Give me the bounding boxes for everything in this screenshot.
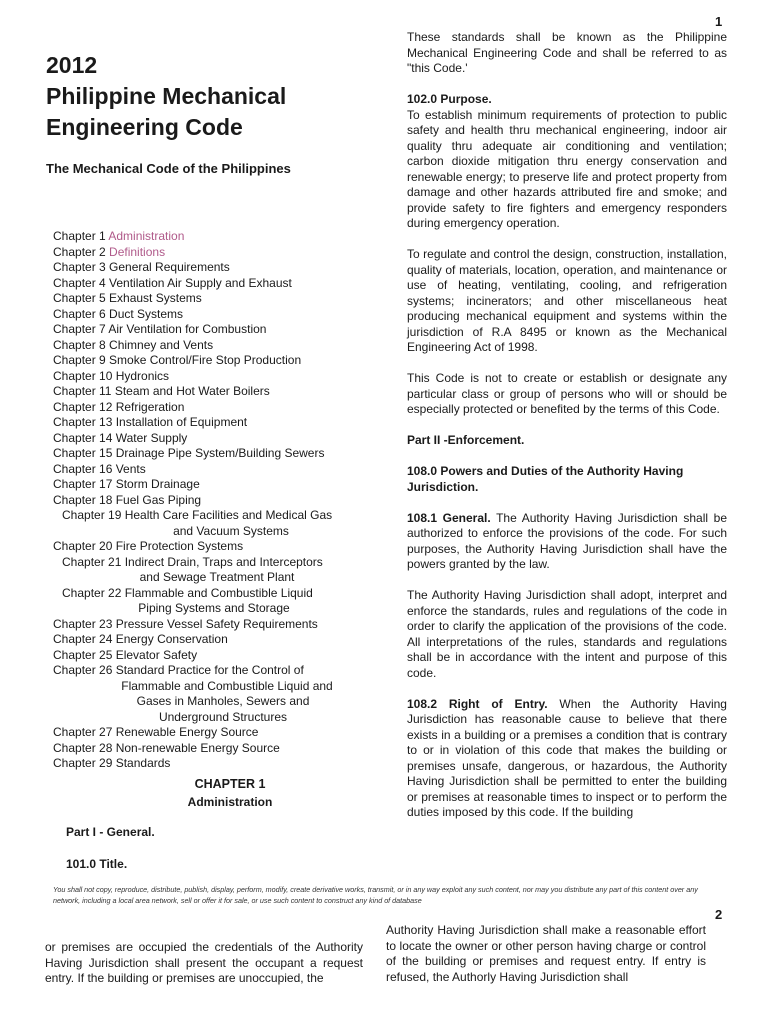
toc-item-continuation: and Vacuum Systems <box>173 523 289 538</box>
paragraph-purpose: To establish minimum requirements of protection to public safety and health thru mechanical engineering, indoor air quality thru adequate air conditioning and ventilation; carbon dioxide mitigation thru energy conservation and renewable energy; to preserve life and protect property from damage and other hazards attributed fire and smoke; and provide safety to fire fighters and emergency responders during emergency operation. <box>407 107 727 230</box>
page-number: 1 <box>715 14 723 29</box>
paragraph-not-create: This Code is not to create or establish or designate any particular class or group of persons who will or should be especially protected or benefited by the terms of this Code. <box>407 371 727 416</box>
section-heading-102: 102.0 Purpose. <box>407 92 492 106</box>
copyright-disclaimer: You shall not copy, reproduce, distribute, publish, display, perform, modify, create derivative works, transmit, or in any way exploit any such content, nor may you distribute any part of this content over any network, including a local area network, sell or offer it for sale, or use such content to construct any kind of database <box>53 885 698 905</box>
toc-item: Chapter 4 Ventilation Air Supply and Exhaust <box>53 275 292 290</box>
toc-item: Chapter 21 Indirect Drain, Traps and Interceptors <box>62 554 323 569</box>
section-heading-108-2: 108.2 Right of Entry. <box>407 696 548 711</box>
toc-item: Chapter 9 Smoke Control/Fire Stop Production <box>53 353 302 367</box>
toc-item: Chapter 23 Pressure Vessel Safety Requirements <box>53 616 318 631</box>
toc-item: Chapter 25 Elevator Safety <box>53 647 198 662</box>
toc-item: Chapter 8 Chimney and Vents <box>53 337 214 352</box>
toc-item: Chapter 16 Vents <box>53 461 146 476</box>
toc-label: Chapter 1 <box>53 229 106 243</box>
toc-item: Chapter 19 Health Care Facilities and Medical Gas <box>62 508 333 522</box>
toc-item: Chapter 18 Fuel Gas Piping <box>53 492 202 507</box>
section-heading-part1: Part I - General. <box>66 825 155 839</box>
title-line: Engineering Code <box>46 114 243 140</box>
section-heading-108: 108.0 Powers and Duties of the Authority Having Jurisdiction. <box>407 464 684 494</box>
paragraph-text: The Authority Having Jurisdiction shall be authorized to enforce the provisions of the code. For such purposes, the Authority Having Jurisdiction shall have the powers granted by the law. <box>407 510 728 571</box>
toc-item <box>53 245 373 261</box>
toc-item: Chapter 14 Water Supply <box>53 430 188 445</box>
title-line: Philippine Mechanical <box>46 83 287 109</box>
paragraph-regulate: To regulate and control the design, construction, installation, quality of materials, location, operation, and maintenance or use of heating, ventilating, cooling, and refrigeration systems; incinerators; and other miscellaneous heat producing mechanical equipment and systems within the jurisdiction of R.A 8495 or known as the Mechanical Engineering Act of 1998. <box>407 247 727 354</box>
toc-link-administration[interactable]: Administration <box>108 229 185 243</box>
page-number: 2 <box>715 907 723 922</box>
chapter-subheading: Administration <box>187 795 273 809</box>
document-subtitle: The Mechanical Code of the Philippines <box>46 161 291 176</box>
toc-item-continuation: and Sewage Treatment Plant <box>139 570 295 584</box>
toc-item: Chapter 27 Renewable Energy Source <box>53 725 259 739</box>
toc-item: Chapter 10 Hydronics <box>53 368 170 383</box>
toc-item <box>53 229 373 245</box>
page2-left-text: or premises are occupied the credentials of the Authority Having Jurisdiction shall present the occupant a request entry. If the building or premises are unoccupied, the <box>45 940 363 985</box>
toc-item: Chapter 3 General Requirements <box>53 260 230 274</box>
page2-right-text: Authority Having Jurisdiction shall make a reasonable effort to locate the owner or other person having charge or control of the building or premises and request entry. If entry is refused, the Authorly Having Jurisdiction shall <box>386 923 706 984</box>
toc-link-definitions[interactable]: Definitions <box>109 244 166 259</box>
title-line: 2012 <box>46 52 98 78</box>
toc-item: Chapter 22 Flammable and Combustible Liquid <box>62 585 313 600</box>
toc-item: Chapter 13 Installation of Equipment <box>53 415 248 429</box>
right-column <box>407 30 727 836</box>
toc-item: Chapter 17 Storm Drainage <box>53 477 200 491</box>
paragraph-intro: These standards shall be known as the Philippine Mechanical Engineering Code and shall be referred to as "this Code.' <box>407 30 727 75</box>
toc-item: Chapter 26 Standard Practice for the Control of <box>53 663 304 677</box>
toc-item: Chapter 20 Fire Protection Systems <box>53 539 244 553</box>
toc-item-continuation: Flammable and Combustible Liquid and <box>121 678 333 693</box>
toc-item: Chapter 29 Standards <box>53 756 171 770</box>
paragraph-108-1 <box>407 511 727 573</box>
toc-item-continuation: Piping Systems and Storage <box>138 601 290 615</box>
chapter-heading: CHAPTER 1 <box>194 777 266 791</box>
toc-item: Chapter 28 Non-renewable Energy Source <box>53 740 280 755</box>
toc-item: Chapter 6 Duct Systems <box>53 306 184 321</box>
toc-item: Chapter 15 Drainage Pipe System/Building Sewers <box>53 446 325 460</box>
toc-item-continuation: Gases in Manholes, Sewers and <box>136 694 310 708</box>
paragraph-adopt: The Authority Having Jurisdiction shall adopt, interpret and enforce the standards, rules and regulations of the code in order to clarify the application of the provisions of the code. All interpretations of the rules, standards and regulations shall be in accordance with the intent and purpose of this code. <box>407 588 727 680</box>
toc-item: Chapter 24 Energy Conservation <box>53 632 228 646</box>
toc-item: Chapter 11 Steam and Hot Water Boilers <box>53 384 270 398</box>
paragraph-108-2 <box>407 697 727 821</box>
table-of-contents <box>53 229 373 772</box>
toc-item-continuation: Underground Structures <box>158 709 288 724</box>
toc-item: Chapter 7 Air Ventilation for Combustion <box>53 322 267 336</box>
section-heading-108-1: 108.1 General. <box>407 510 491 525</box>
section-heading-part2: Part II -Enforcement. <box>407 433 525 447</box>
toc-item: Chapter 5 Exhaust Systems <box>53 291 202 305</box>
section-heading-101: 101.0 Title. <box>66 857 128 871</box>
toc-item: Chapter 12 Refrigeration <box>53 399 185 414</box>
document-title <box>46 50 386 143</box>
paragraph-text: When the Authority Having Jurisdiction has reasonable cause to believe that there exists in a building or a premises a condition that is contrary to or in violation of this code that makes the building or premises unsafe, dangerous, or hazardous, the Authority Having Jurisdiction shall be permitted to enter the building or premises at reasonable times to inspect or to perform the duties imposed by this code. If the building <box>407 696 727 819</box>
toc-label: Chapter 2 <box>53 244 106 259</box>
